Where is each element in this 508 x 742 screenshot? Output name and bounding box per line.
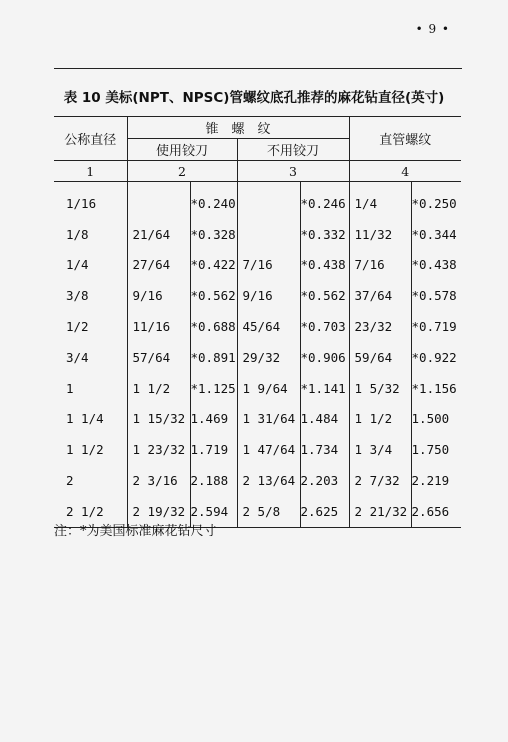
without-reamer-fraction-cell: 2 13/64 — [237, 465, 300, 496]
page-number: • 9 • — [415, 22, 450, 36]
table-row — [54, 250, 461, 281]
without-reamer-decimal-cell: 1.484 — [300, 404, 349, 435]
header-taper-thread: 锥 螺 纹 — [127, 117, 349, 139]
straight-decimal-cell: *1.156 — [411, 373, 461, 404]
without-reamer-decimal-cell: *0.332 — [300, 219, 349, 250]
nominal-size-cell: 1 1/2 — [66, 442, 104, 458]
with-reamer-fraction-cell: 2 3/16 — [127, 465, 190, 496]
with-reamer-decimal-cell: *0.422 — [190, 250, 237, 281]
straight-decimal-cell: *0.719 — [411, 311, 461, 342]
table-row — [54, 342, 461, 373]
straight-decimal-cell: 2.219 — [411, 465, 461, 496]
table-row — [54, 219, 461, 250]
table-row — [54, 182, 461, 219]
without-reamer-fraction-cell — [237, 219, 300, 250]
with-reamer-fraction-cell: 57/64 — [127, 342, 190, 373]
nominal-size-cell: 1/4 — [66, 257, 89, 273]
with-reamer-fraction-cell: 9/16 — [127, 280, 190, 311]
without-reamer-decimal-cell: 2.625 — [300, 496, 349, 527]
without-reamer-fraction-cell: 1 47/64 — [237, 434, 300, 465]
with-reamer-fraction-cell: 1 23/32 — [127, 434, 190, 465]
straight-fraction-cell: 1/4 — [349, 182, 411, 219]
straight-fraction-cell: 1 3/4 — [349, 434, 411, 465]
with-reamer-fraction-cell — [127, 182, 190, 219]
table-row — [54, 404, 461, 435]
with-reamer-fraction-cell: 11/16 — [127, 311, 190, 342]
without-reamer-decimal-cell: *0.438 — [300, 250, 349, 281]
nominal-size-cell: 2 1/2 — [66, 503, 104, 519]
without-reamer-decimal-cell: *0.562 — [300, 280, 349, 311]
with-reamer-decimal-cell: *1.125 — [190, 373, 237, 404]
table-row — [54, 280, 461, 311]
with-reamer-decimal-cell: *0.562 — [190, 280, 237, 311]
table-body — [54, 182, 461, 528]
with-reamer-decimal-cell: *0.240 — [190, 182, 237, 219]
table-caption: 表 10 美标(NPT、NPSC)管螺纹底孔推荐的麻花钻直径(英寸) — [63, 90, 445, 106]
straight-decimal-cell: *0.250 — [411, 182, 461, 219]
straight-fraction-cell: 1 5/32 — [349, 373, 411, 404]
with-reamer-decimal-cell: *0.688 — [190, 311, 237, 342]
column-number: 4 — [349, 161, 461, 182]
with-reamer-fraction-cell: 2 19/32 — [127, 496, 190, 527]
drill-size-table — [54, 116, 461, 528]
with-reamer-fraction-cell: 27/64 — [127, 250, 190, 281]
straight-fraction-cell: 1 1/2 — [349, 404, 411, 435]
column-number: 1 — [54, 161, 127, 182]
nominal-size-cell: 1/8 — [66, 226, 89, 242]
without-reamer-decimal-cell: *0.703 — [300, 311, 349, 342]
straight-fraction-cell: 2 21/32 — [349, 496, 411, 527]
straight-fraction-cell: 7/16 — [349, 250, 411, 281]
straight-fraction-cell: 2 7/32 — [349, 465, 411, 496]
without-reamer-fraction-cell: 2 5/8 — [237, 496, 300, 527]
without-reamer-fraction-cell: 1 31/64 — [237, 404, 300, 435]
without-reamer-decimal-cell: 2.203 — [300, 465, 349, 496]
header-straight-thread: 直管螺纹 — [349, 117, 461, 161]
straight-decimal-cell: *0.578 — [411, 280, 461, 311]
straight-decimal-cell: 2.656 — [411, 496, 461, 527]
with-reamer-fraction-cell: 1 1/2 — [127, 373, 190, 404]
with-reamer-decimal-cell: 2.188 — [190, 465, 237, 496]
nominal-size-cell: 1/16 — [66, 195, 97, 211]
straight-decimal-cell: 1.500 — [411, 404, 461, 435]
straight-fraction-cell: 23/32 — [349, 311, 411, 342]
straight-decimal-cell: *0.922 — [411, 342, 461, 373]
without-reamer-fraction-cell: 1 9/64 — [237, 373, 300, 404]
without-reamer-fraction-cell: 9/16 — [237, 280, 300, 311]
with-reamer-decimal-cell: *0.891 — [190, 342, 237, 373]
column-number: 2 — [127, 161, 237, 182]
straight-decimal-cell: *0.344 — [411, 219, 461, 250]
straight-fraction-cell: 59/64 — [349, 342, 411, 373]
nominal-size-cell: 2 — [66, 473, 74, 489]
with-reamer-decimal-cell: *0.328 — [190, 219, 237, 250]
header-without-reamer: 不用铰刀 — [237, 139, 349, 161]
table-row — [54, 311, 461, 342]
without-reamer-fraction-cell: 29/32 — [237, 342, 300, 373]
without-reamer-decimal-cell: 1.734 — [300, 434, 349, 465]
without-reamer-fraction-cell — [237, 182, 300, 219]
straight-fraction-cell: 37/64 — [349, 280, 411, 311]
without-reamer-decimal-cell: *0.906 — [300, 342, 349, 373]
with-reamer-fraction-cell: 21/64 — [127, 219, 190, 250]
nominal-size-cell: 1 1/4 — [66, 411, 104, 427]
without-reamer-fraction-cell: 45/64 — [237, 311, 300, 342]
header-rule — [54, 68, 462, 69]
table-row — [54, 434, 461, 465]
table-note: 注：*为美国标准麻花钻尺寸 — [54, 524, 217, 539]
column-number: 3 — [237, 161, 349, 182]
nominal-size-cell: 1/2 — [66, 319, 89, 335]
with-reamer-fraction-cell: 1 15/32 — [127, 404, 190, 435]
with-reamer-decimal-cell: 1.469 — [190, 404, 237, 435]
without-reamer-decimal-cell: *1.141 — [300, 373, 349, 404]
straight-fraction-cell: 11/32 — [349, 219, 411, 250]
nominal-size-cell: 3/8 — [66, 288, 89, 304]
nominal-size-cell: 3/4 — [66, 349, 89, 365]
header-with-reamer: 使用铰刀 — [127, 139, 237, 161]
straight-decimal-cell: 1.750 — [411, 434, 461, 465]
header-nominal-diameter: 公称直径 — [54, 117, 127, 161]
straight-decimal-cell: *0.438 — [411, 250, 461, 281]
without-reamer-decimal-cell: *0.246 — [300, 182, 349, 219]
table-row — [54, 465, 461, 496]
with-reamer-decimal-cell: 2.594 — [190, 496, 237, 527]
table-row — [54, 373, 461, 404]
with-reamer-decimal-cell: 1.719 — [190, 434, 237, 465]
nominal-size-cell: 1 — [66, 380, 74, 396]
without-reamer-fraction-cell: 7/16 — [237, 250, 300, 281]
